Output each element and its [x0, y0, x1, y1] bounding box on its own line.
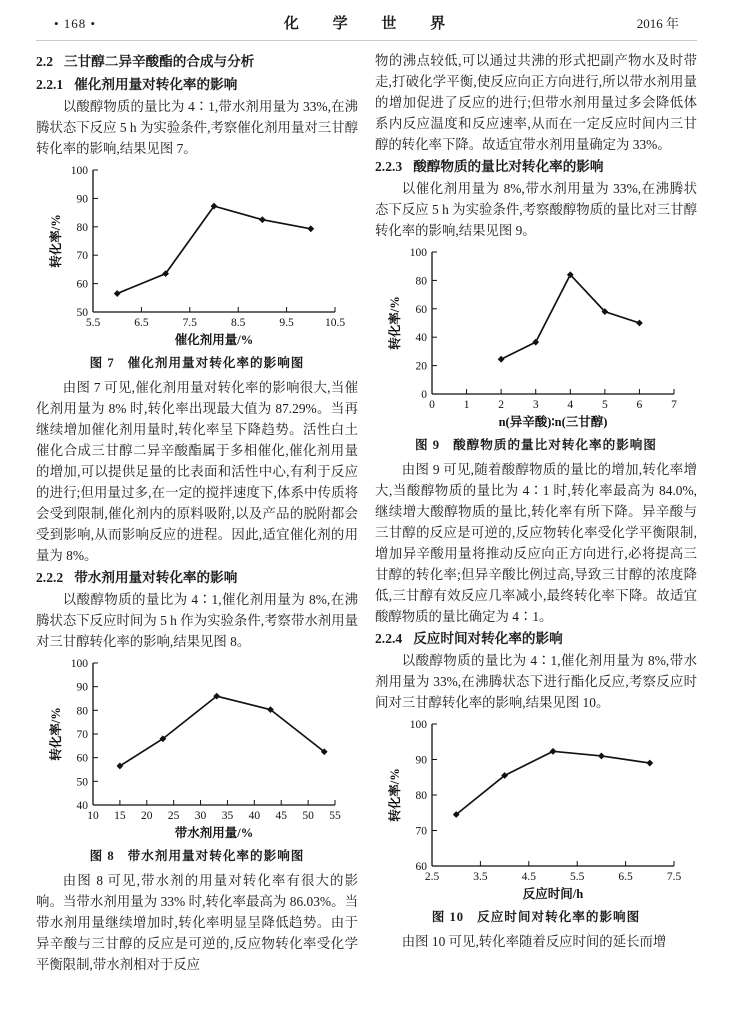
- svg-text:10.5: 10.5: [324, 317, 346, 329]
- svg-text:40: 40: [415, 332, 427, 345]
- figure-title: 反应时间对转化率的影响图: [477, 910, 641, 924]
- svg-text:5.5: 5.5: [570, 871, 585, 883]
- paragraph-water-setup: 以酸醇物质的量比为 4∶1,催化剂用量为 8%,在沸腾状态下反应时间为 5 h 作为实验条件,考察带水剂用量对三甘醇转化率的影响,结果见图 8。: [36, 592, 358, 649]
- svg-text:7: 7: [671, 399, 677, 411]
- svg-text:60: 60: [415, 303, 427, 316]
- figure-10-plot: [386, 716, 686, 906]
- figure-label: 图 8: [89, 849, 115, 863]
- section-title: 三甘醇二异辛酸酯的合成与分析: [64, 54, 255, 69]
- figure-7-plot: [47, 162, 347, 352]
- section-number: 2.2.2: [36, 570, 64, 585]
- svg-text:转化率/%: 转化率/%: [388, 768, 402, 822]
- paragraph-catalyst-setup: 以酸醇物质的量比为 4∶1,带水剂用量为 33%,在沸腾状态下反应 5 h 为实验条件,考察催化剂用量对三甘醇转化率的影响,结果见图 7。: [36, 99, 358, 156]
- page-number: • 168 •: [54, 16, 97, 31]
- two-column-layout: [36, 50, 697, 975]
- svg-text:50: 50: [76, 307, 88, 319]
- figure-title: 带水剂用量对转化率的影响图: [127, 849, 305, 863]
- svg-text:n(异辛酸)∶n(三甘醇): n(异辛酸)∶n(三甘醇): [498, 415, 608, 429]
- journal-title: 化 学 世 界: [283, 16, 450, 32]
- svg-text:10: 10: [87, 810, 99, 822]
- svg-text:80: 80: [415, 790, 427, 802]
- svg-text:80: 80: [76, 221, 88, 234]
- figure-9-plot: [386, 244, 686, 434]
- svg-text:45: 45: [275, 810, 287, 822]
- svg-text:35: 35: [221, 810, 234, 822]
- section-heading-2-2-1: [36, 73, 358, 96]
- paragraph-fig9-discussion: 由图 9 可见,随着酸醇物质的量比的增加,转化率增大,当酸醇物质的量比为 4∶1 时,转化率最高为 84.0%,继续增大酸醇物质的量比,转化率有所下降。异辛酸与三甘醇的反应是可逆的,反应物转化率受化学平衡限制,增加异辛酸用量将推动反应向正方向进行,必将提高三甘醇的转化率;但异辛酸比例过高,导致三甘醇的浓度降低,三甘醇有效反应几率减小,最终转化率下降。故适宜酸醇物质的量比确定为 4∶1。: [375, 462, 697, 624]
- section-title: 反应时间对转化率的影响: [413, 631, 563, 646]
- svg-text:40: 40: [248, 810, 261, 822]
- svg-text:8.5: 8.5: [231, 317, 246, 329]
- svg-text:转化率/%: 转化率/%: [49, 214, 63, 268]
- paragraph-fig8-discussion-part1: 由图 8 可见,带水剂的用量对转化率有很大的影响。当带水剂用量为 33% 时,转化率最高为 86.03%。当带水剂用量继续增加时,转化率明显呈降低趋势。由于异辛酸与三甘醇的反应是可逆的,反应物转化率受化学平衡限制,带水剂相对于反应: [36, 873, 358, 972]
- section-heading-2-2-2: [36, 566, 358, 589]
- figure-label: 图 9: [415, 438, 441, 452]
- svg-text:反应时间/h: 反应时间/h: [522, 887, 584, 901]
- svg-text:20: 20: [415, 360, 427, 373]
- svg-text:100: 100: [70, 165, 88, 177]
- section-heading-2-2-4: [375, 627, 697, 650]
- paragraph-fig8-discussion-part2: 物的沸点较低,可以通过共沸的形式把副产物水及时带走,打破化学平衡,使反应向正方向进行,所以带水剂用量的增加促进了反应的进行;但带水剂用量过多会降低体系内反应温度和反应速率,从而在一定反应时间内三甘醇的转化率下降。故适宜带水剂用量确定为 33%。: [375, 53, 697, 152]
- figure-9: [375, 244, 697, 456]
- section-heading-2-2-3: [375, 155, 697, 178]
- svg-text:0: 0: [421, 389, 427, 401]
- svg-text:带水剂用量/%: 带水剂用量/%: [174, 826, 254, 840]
- section-number: 2.2.4: [375, 631, 403, 646]
- svg-text:40: 40: [76, 800, 88, 812]
- figure-label: 图 10: [431, 910, 465, 924]
- svg-text:4.5: 4.5: [521, 871, 536, 883]
- svg-text:50: 50: [302, 810, 314, 822]
- section-number: 2.2: [36, 54, 53, 69]
- figure-8-caption: [36, 846, 358, 867]
- svg-text:60: 60: [415, 861, 427, 873]
- figure-label: 图 7: [89, 356, 115, 370]
- svg-text:70: 70: [415, 825, 427, 838]
- svg-text:2: 2: [498, 399, 505, 411]
- svg-text:5: 5: [601, 399, 608, 411]
- figure-8-plot: [47, 655, 347, 845]
- figure-9-caption: [375, 435, 697, 456]
- section-number: 2.2.3: [375, 159, 403, 174]
- svg-text:5.5: 5.5: [85, 317, 101, 329]
- svg-text:30: 30: [194, 810, 207, 822]
- svg-text:6: 6: [636, 399, 643, 411]
- svg-text:25: 25: [167, 810, 180, 822]
- figure-10-caption: [375, 907, 697, 928]
- svg-text:9.5: 9.5: [279, 317, 294, 329]
- issue-year: 2016 年: [636, 16, 679, 31]
- section-title: 酸醇物质的量比对转化率的影响: [413, 159, 604, 174]
- svg-text:2.5: 2.5: [424, 871, 440, 883]
- svg-text:55: 55: [329, 810, 341, 822]
- svg-text:6.5: 6.5: [618, 871, 633, 883]
- svg-text:80: 80: [76, 705, 88, 718]
- svg-text:70: 70: [76, 250, 88, 263]
- figure-title: 催化剂用量对转化率的影响图: [127, 356, 305, 370]
- page-header: [36, 8, 697, 41]
- left-column: [36, 50, 358, 975]
- svg-text:0: 0: [429, 399, 435, 411]
- svg-text:80: 80: [415, 275, 427, 288]
- svg-text:100: 100: [409, 247, 427, 259]
- svg-text:100: 100: [70, 658, 88, 670]
- paragraph-ratio-setup: 以催化剂用量为 8%,带水剂用量为 33%,在沸腾状态下反应 5 h 为实验条件,考察酸醇物质的量比对三甘醇转化率的影响,结果见图 9。: [375, 181, 697, 238]
- svg-text:3.5: 3.5: [473, 871, 488, 883]
- right-column: [375, 50, 697, 975]
- figure-7-caption: [36, 353, 358, 374]
- svg-text:1: 1: [463, 399, 470, 411]
- paragraph-fig7-discussion: 由图 7 可见,催化剂用量对转化率的影响很大,当催化剂用量为 8% 时,转化率出现最大值为 87.29%。当再继续增加催化剂用量时,转化率呈下降趋势。活性白土催化合成三甘醇二异辛酸酯属于多相催化,催化剂用量的增加,可以提供足量的比表面和活性中心,有利于反应的进行;但用量过多,在一定的搅拌速度下,体系中传质将会受到限制,催化剂内的原料吸附,以及产品的脱附都会受到影响,从而影响反应的进程。因此,适宜催化剂的用量为 8%。: [36, 380, 358, 563]
- figure-8: [36, 655, 358, 867]
- svg-text:转化率/%: 转化率/%: [49, 707, 63, 761]
- svg-text:3: 3: [532, 399, 539, 411]
- svg-text:7.5: 7.5: [666, 871, 682, 883]
- paragraph-fig10-discussion-start: 由图 10 可见,转化率随着反应时间的延长而增: [401, 934, 667, 949]
- section-title: 催化剂用量对转化率的影响: [74, 77, 238, 92]
- svg-text:60: 60: [76, 278, 88, 291]
- svg-text:90: 90: [76, 193, 88, 206]
- svg-text:50: 50: [76, 776, 88, 789]
- svg-text:6.5: 6.5: [134, 317, 149, 329]
- svg-text:4: 4: [567, 399, 574, 411]
- svg-text:20: 20: [141, 810, 153, 822]
- svg-text:转化率/%: 转化率/%: [388, 296, 402, 350]
- figure-title: 酸醇物质的量比对转化率的影响图: [453, 438, 657, 452]
- section-heading-2-2: [36, 50, 358, 73]
- svg-text:60: 60: [76, 752, 88, 765]
- section-number: 2.2.1: [36, 77, 64, 92]
- svg-text:70: 70: [76, 729, 88, 741]
- svg-text:90: 90: [76, 681, 88, 694]
- svg-text:7.5: 7.5: [182, 317, 197, 329]
- svg-text:90: 90: [415, 754, 427, 767]
- figure-7: [36, 162, 358, 374]
- paragraph-time-setup: 以酸醇物质的量比为 4∶1,催化剂用量为 8%,带水剂用量为 33%,在沸腾状态下进行酯化反应,考察反应时间对三甘醇转化率的影响,结果见图 10。: [375, 653, 697, 710]
- svg-text:15: 15: [114, 810, 126, 822]
- figure-10: [375, 716, 697, 928]
- section-title: 带水剂用量对转化率的影响: [74, 570, 238, 585]
- svg-text:催化剂用量/%: 催化剂用量/%: [174, 333, 254, 347]
- svg-text:100: 100: [409, 719, 427, 731]
